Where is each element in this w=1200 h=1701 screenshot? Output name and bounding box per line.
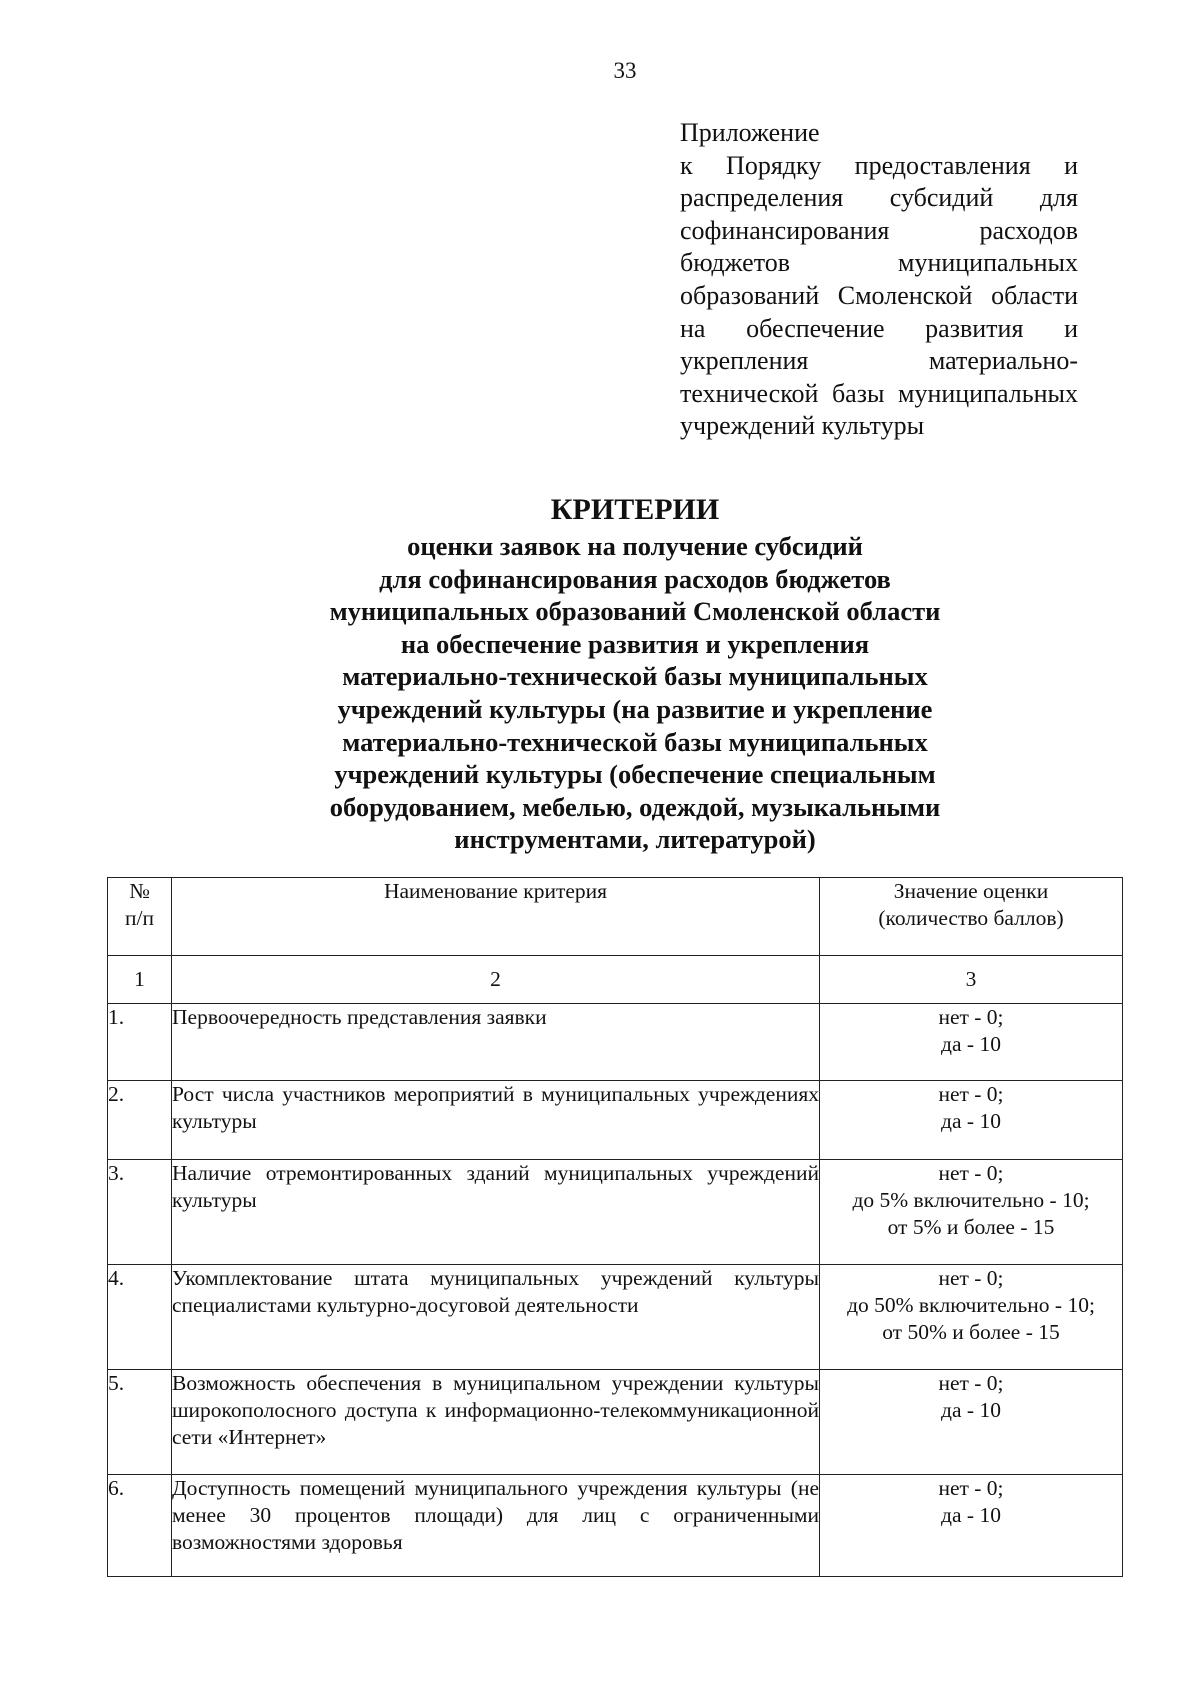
criterion-name: Рост числа участников мероприятий в муниципальных учреждениях культуры bbox=[172, 1081, 820, 1160]
header-num bbox=[108, 878, 172, 956]
row-number: 5. bbox=[108, 1370, 172, 1475]
criterion-name: Возможность обеспечения в муниципальном учреждении культуры широкополосного доступа к информационно-телекоммуникационной сети «Интернет» bbox=[172, 1370, 820, 1475]
subtitle-line: учреждений культуры (обеспечение специальным bbox=[334, 759, 936, 790]
subtitle-line: материально-технической базы муниципальных bbox=[342, 726, 928, 757]
subtitle-line: оценки заявок на получение субсидий bbox=[407, 531, 863, 561]
score-line: нет - 0; bbox=[938, 1266, 1004, 1290]
row-number: 4. bbox=[108, 1265, 172, 1370]
appendix-title: Приложение bbox=[680, 118, 820, 147]
table-row bbox=[108, 1081, 1123, 1160]
score-line: нет - 0; bbox=[938, 1005, 1004, 1029]
header-score-title: Значение оценки bbox=[893, 879, 1049, 903]
table-row bbox=[108, 1265, 1123, 1370]
score-line: нет - 0; bbox=[938, 1082, 1004, 1106]
table-row bbox=[108, 1160, 1123, 1265]
subtitle-line: для софинансирования расходов бюджетов bbox=[379, 563, 891, 594]
header-num-abbr: п/п bbox=[125, 906, 154, 930]
row-number: 3. bbox=[108, 1160, 172, 1265]
subtitle-line: учреждений культуры (на развитие и укрепление bbox=[337, 693, 933, 724]
score-line: от 5% и более - 15 bbox=[887, 1215, 1055, 1239]
table-row bbox=[108, 1004, 1123, 1081]
criterion-name: Первоочередность представления заявки bbox=[172, 1004, 820, 1081]
column-number: 1 bbox=[108, 956, 172, 1004]
column-number: 3 bbox=[820, 956, 1123, 1004]
table-row bbox=[108, 1475, 1123, 1577]
table-header-row bbox=[108, 878, 1123, 956]
criterion-score bbox=[820, 1265, 1123, 1370]
criterion-name: Укомплектование штата муниципальных учреждений культуры специалистами культурно-досуговой деятельности bbox=[172, 1265, 820, 1370]
subtitle-line: муниципальных образований Смоленской области bbox=[329, 596, 941, 627]
score-line: да - 10 bbox=[941, 1398, 1001, 1422]
criteria-table bbox=[107, 877, 1123, 1577]
header-score bbox=[820, 878, 1123, 956]
row-number: 6. bbox=[108, 1475, 172, 1577]
header-criterion-name: Наименование критерия bbox=[172, 878, 820, 956]
subtitle-line: на обеспечение развития и укрепления bbox=[400, 628, 870, 659]
heading-title: КРИТЕРИИ bbox=[550, 493, 720, 526]
heading-subtitle bbox=[240, 530, 1030, 856]
document-heading bbox=[240, 490, 1030, 856]
header-num-symbol: № bbox=[129, 879, 150, 903]
score-line: до 5% включительно - 10; bbox=[852, 1188, 1090, 1212]
score-line: нет - 0; bbox=[938, 1371, 1004, 1395]
criterion-score bbox=[820, 1370, 1123, 1475]
header-score-unit: (количество баллов) bbox=[878, 906, 1064, 930]
score-line: до 50% включительно - 10; bbox=[847, 1293, 1095, 1317]
criterion-name: Доступность помещений муниципального учреждения культуры (не менее 30 процентов площади) для лиц с ограниченными возможностями здоровья bbox=[172, 1475, 820, 1577]
criterion-score bbox=[820, 1160, 1123, 1265]
row-number: 2. bbox=[108, 1081, 172, 1160]
subtitle-line: оборудованием, мебелью, одеждой, музыкальными bbox=[329, 791, 941, 822]
subtitle-line: материально-технической базы муниципальных bbox=[342, 661, 928, 692]
score-line: от 50% и более - 15 bbox=[882, 1320, 1060, 1344]
column-number-row bbox=[108, 956, 1123, 1004]
row-number: 1. bbox=[108, 1004, 172, 1081]
criterion-score bbox=[820, 1004, 1123, 1081]
score-line: да - 10 bbox=[941, 1503, 1001, 1527]
page-number: 33 bbox=[613, 58, 637, 83]
score-line: нет - 0; bbox=[938, 1161, 1004, 1185]
score-line: нет - 0; bbox=[938, 1476, 1004, 1500]
criterion-score bbox=[820, 1475, 1123, 1577]
table-row bbox=[108, 1370, 1123, 1475]
subtitle-line: инструментами, литературой) bbox=[454, 824, 816, 855]
appendix-body: к Порядку предоставления и распределения субсидий для софинансирования расходов бюджетов муниципальных образований Смоленской области на обеспечение развития и укрепления материально-технической базы муниципальных учреждений культуры bbox=[680, 150, 1078, 441]
appendix-block bbox=[680, 117, 1078, 443]
criterion-score bbox=[820, 1081, 1123, 1160]
score-line: да - 10 bbox=[941, 1109, 1001, 1133]
score-line: да - 10 bbox=[941, 1032, 1001, 1056]
column-number: 2 bbox=[172, 956, 820, 1004]
criterion-name: Наличие отремонтированных зданий муниципальных учреждений культуры bbox=[172, 1160, 820, 1265]
